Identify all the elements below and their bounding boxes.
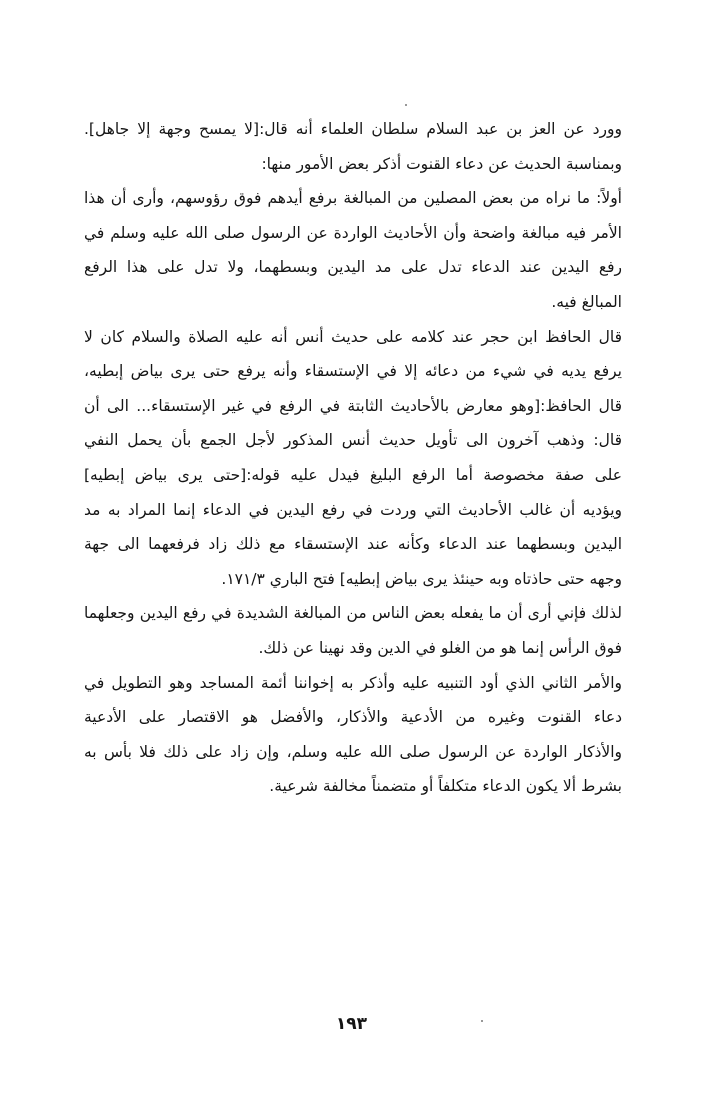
text-line: يرفع يديه في شيء من دعائه إلا في الإستسقاء وأنه يرفع حتى يرى بياض إبطيه، xyxy=(84,362,622,381)
text-line: دعاء القنوت وغيره من الأدعية والأذكار، والأفضل هو الاقتصار على الأدعية xyxy=(84,708,622,727)
text-line: وجهه حتى حاذتاه وبه حينئذ يرى بياض إبطيه] فتح الباري ١٧١/٣. xyxy=(221,569,622,588)
text-line: لذلك فإني أرى أن ما يفعله بعض الناس من المبالغة الشديدة في رفع اليدين وجعلهما xyxy=(84,604,622,623)
text-line: قال الحافظ ابن حجر عند كلامه على حديث أنس أنه عليه الصلاة والسلام كان لا xyxy=(84,327,622,346)
text-line: قال الحافظ:[وهو معارض بالأحاديث الثابتة في الرفع في غير الإستسقاء... الى أن xyxy=(84,396,622,415)
text-line: الأمر فيه مبالغة واضحة وأن الأحاديث الواردة عن الرسول صلى الله عليه وسلم في xyxy=(84,223,622,242)
text-line: بشرط ألا يكون الدعاء متكلفاً أو متضمناً مخالفة شرعية. xyxy=(269,777,622,796)
page-number: ١٩٣ xyxy=(335,1014,368,1034)
text-line: قال: وذهب آخرون الى تأويل حديث أنس المذكور لأجل الجمع بأن يحمل النفي xyxy=(84,431,622,450)
text-line: وورد عن العز بن عبد السلام سلطان العلماء أنه قال:[لا يمسح وجهة إلا جاهل]. xyxy=(84,120,622,138)
text-line: أولاً: ما نراه من بعض المصلين من المبالغة برفع أيدهم فوق رؤوسهم، وأرى أن هذا xyxy=(84,189,622,208)
ink-speck xyxy=(405,104,407,106)
text-line: فوق الرأس إنما هو من الغلو في الدين وقد نهينا عن ذلك. xyxy=(258,638,622,657)
body-text xyxy=(84,112,622,804)
text-line: ويؤديه أن غالب الأحاديث التي وردت في رفع اليدين في الدعاء إنما المراد به مد xyxy=(84,500,622,519)
text-line: والأذكار الواردة عن الرسول صلى الله عليه وسلم، وإن زاد على ذلك فلا بأس به xyxy=(84,742,622,761)
text-line: اليدين وبسطهما عند الدعاء وكأنه عند الإستسقاء مع ذلك زاد فرفعهما الى جهة xyxy=(84,535,622,554)
text-line: وبمناسبة الحديث عن دعاء القنوت أذكر بعض الأمور منها: xyxy=(261,154,622,173)
text-line: على صفة مخصوصة أما الرفع البليغ فيدل عليه قوله:[حتى يرى بياض إبطيه] xyxy=(84,465,622,484)
text-line: المبالغ فيه. xyxy=(551,292,622,311)
text-line: رفع اليدين عند الدعاء تدل على مد اليدين وبسطهما، ولا تدل على هذا الرفع xyxy=(84,258,622,277)
text-line: والأمر الثاني الذي أود التنبيه عليه وأذكر به إخواننا أئمة المساجد وهو التطويل في xyxy=(84,673,622,692)
